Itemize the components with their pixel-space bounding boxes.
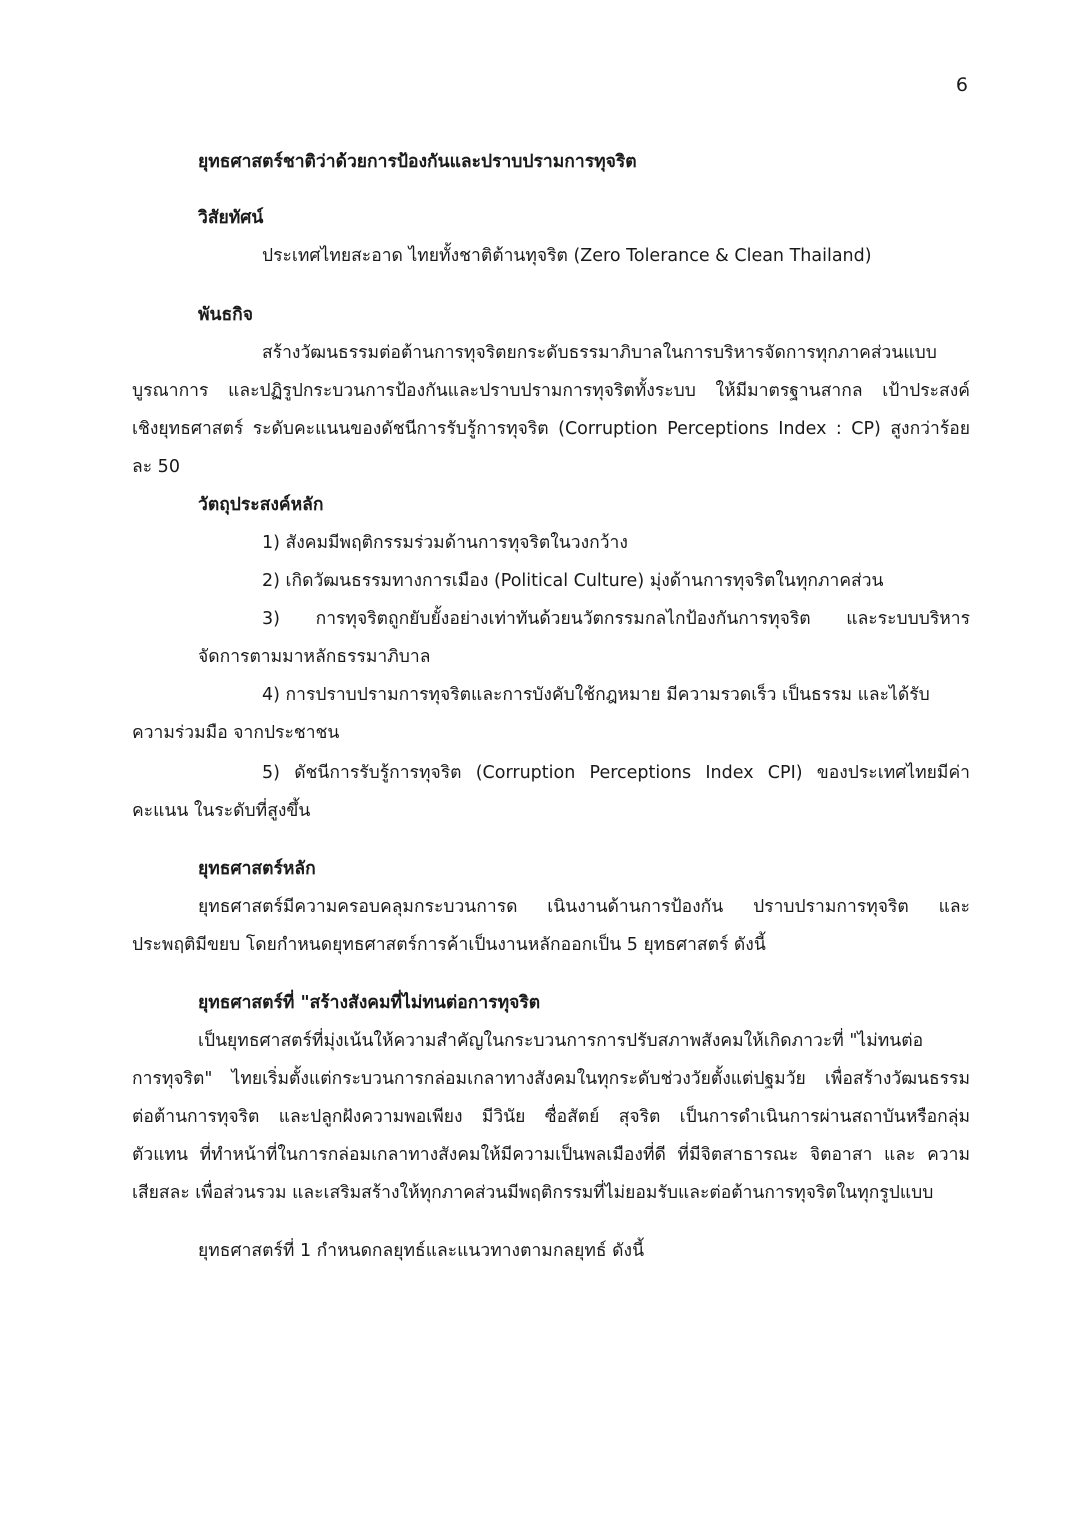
strategy-1-closing: ยุทธศาสตร์ที่ 1 กำหนดกลยุทธ์และแนวทางตามกลยุทธ์ ดังนี้ — [198, 1241, 645, 1261]
mission-heading: พันธกิจ — [198, 305, 254, 325]
main-strategy-heading: ยุทธศาสตร์หลัก — [198, 859, 316, 879]
page-number: 6 — [955, 74, 968, 96]
objective-item: จัดการตามมาหลักธรรมาภิบาล — [198, 647, 431, 667]
objective-item: 2) เกิดวัฒนธรรมทางการเมือง (Political Culture) มุ่งด้านการทุจริตในทุกภาคส่วน — [262, 571, 884, 591]
objective-item: 1) สังคมมีพฤติกรรมร่วมด้านการทุจริตในวงกว้าง — [262, 533, 628, 553]
document-title: ยุทธศาสตร์ชาติว่าด้วยการป้องกันและปราบปรามการทุจริต — [198, 152, 637, 172]
strategy-1-heading: ยุทธศาสตร์ที่ "สร้างสังคมที่ไม่ทนต่อการทุจริต — [198, 993, 541, 1013]
strategy-1-line: การทุจริต" ไทยเริ่มตั้งแต่กระบวนการกล่อมเกลาทางสังคมในทุกระดับช่วงวัยตั้งแต่ปฐมวัย เพื่อสร้างวัฒนธรรม — [132, 1069, 970, 1089]
main-strategy-line: ยุทธศาสตร์มีความครอบคลุมกระบวนการด เนินงานด้านการป้องกัน ปราบปรามการทุจริต และ — [198, 897, 970, 917]
objective-item: 4) การปราบปรามการทุจริตและการบังคับใช้กฎหมาย มีความรวดเร็ว เป็นธรรม และได้รับ — [262, 685, 930, 705]
main-strategy-line: ประพฤติมีขยบ โดยกำหนดยุทธศาสตร์การค้าเป็นงานหลักออกเป็น 5 ยุทธศาสตร์ ดังนี้ — [132, 935, 766, 955]
mission-line: ละ 50 — [132, 457, 180, 477]
mission-line: สร้างวัฒนธรรมต่อต้านการทุจริตยกระดับธรรมาภิบาลในการบริหารจัดการทุกภาคส่วนแบบ — [262, 343, 937, 363]
objective-item: 5) ดัชนีการรับรู้การทุจริต (Corruption Perceptions Index CPI) ของประเทศไทยมีค่า — [262, 763, 970, 783]
objectives-heading: วัตถุประสงค์หลัก — [198, 495, 324, 515]
strategy-1-line: เสียสละ เพื่อส่วนรวม และเสริมสร้างให้ทุกภาคส่วนมีพฤติกรรมที่ไม่ยอมรับและต่อต้านการทุจริตในทุกรูปแบบ — [132, 1183, 934, 1203]
strategy-1-line: เป็นยุทธศาสตร์ที่มุ่งเน้นให้ความสำคัญในกระบวนการการปรับสภาพสังคมให้เกิดภาวะที่ "ไม่ทนต่อ — [198, 1031, 924, 1051]
objective-item: 3) การทุจริตถูกยับยั้งอย่างเท่าทันด้วยนวัตกรรมกลไกป้องกันการทุจริต และระบบบริหาร — [262, 609, 970, 629]
mission-line: เชิงยุทธศาสตร์ ระดับคะแนนของดัชนีการรับรู้การทุจริต (Corruption Perceptions Index : CP) สูงกว่าร้อย — [132, 419, 970, 439]
objective-item: ความร่วมมือ จากประชาชน — [132, 723, 340, 743]
objective-item: คะแนน ในระดับที่สูงขึ้น — [132, 801, 311, 821]
vision-heading: วิสัยทัศน์ — [198, 208, 264, 228]
mission-line: บูรณาการ และปฏิรูปกระบวนการป้องกันและปราบปรามการทุจริตทั้งระบบ ให้มีมาตรฐานสากล เป้าประสงค์ — [132, 381, 970, 401]
vision-text: ประเทศไทยสะอาด ไทยทั้งชาติต้านทุจริต (Zero Tolerance & Clean Thailand) — [262, 246, 872, 266]
strategy-1-line: ตัวแทน ที่ทำหน้าที่ในการกล่อมเกลาทางสังคมให้มีความเป็นพลเมืองที่ดี ที่มีจิตสาธารณะ จิตอาสา และ ความ — [132, 1145, 970, 1165]
strategy-1-line: ต่อต้านการทุจริต และปลูกฝังความพอเพียง มีวินัย ซื่อสัตย์ สุจริต เป็นการดำเนินการผ่านสถาบันหรือกลุ่ม — [132, 1107, 970, 1127]
